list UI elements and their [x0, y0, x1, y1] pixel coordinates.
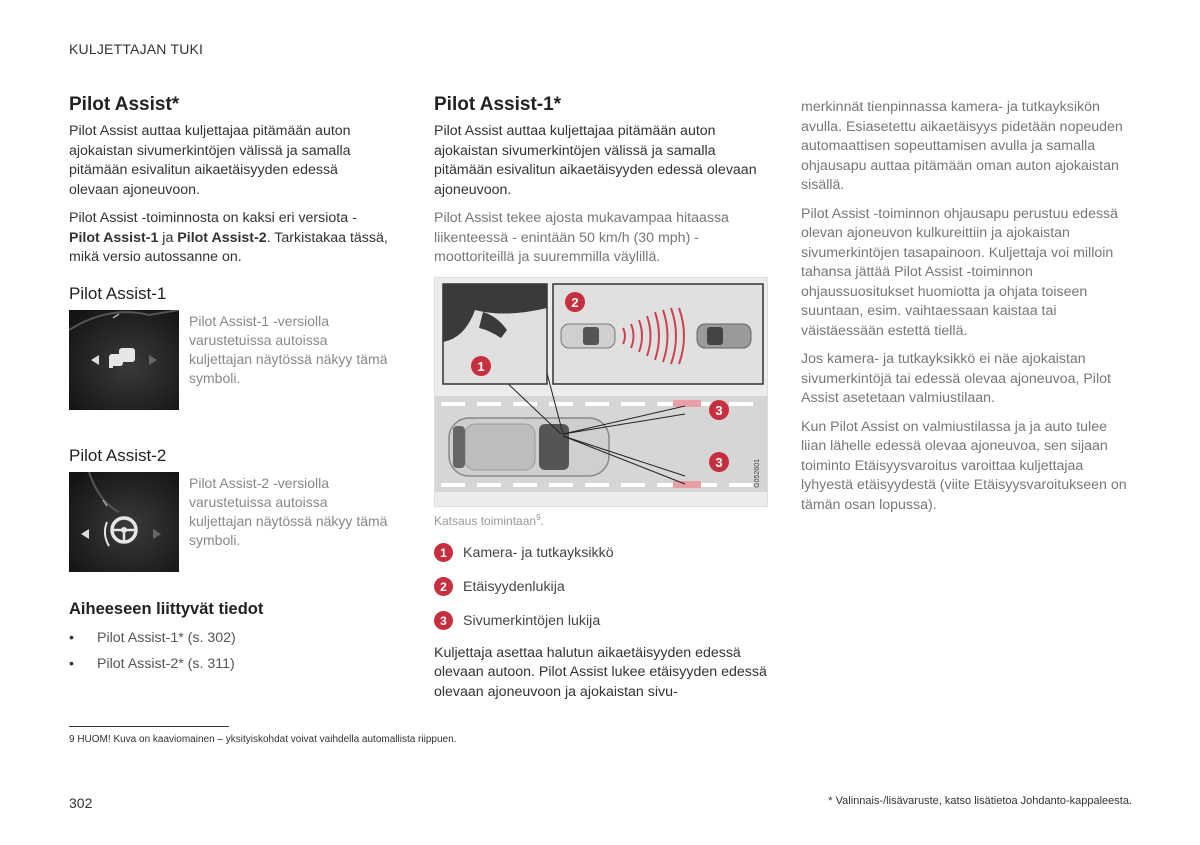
version1-name: Pilot Assist-1 — [69, 229, 159, 246]
camera-inset — [443, 284, 547, 384]
middle-column — [434, 94, 769, 711]
related-link-label: Pilot Assist-1* (s. 302) — [97, 629, 236, 646]
right-paragraph-3: Jos kamera- ja tutkayksikkö ei näe ajokaistan sivumerkintöjä tai edessä olevaa ajoneuvoa, Pilot Assist asetetaan valmiustilaan. — [801, 351, 1111, 406]
caption-text: Katsaus toimintaan — [434, 513, 537, 528]
legend-label: Sivumerkintöjen lukija — [463, 612, 601, 629]
number-1-icon: 1 — [434, 543, 453, 562]
pa1-symbol-block — [69, 310, 389, 410]
versions-prefix: Pilot Assist -toiminnosta on kaksi eri versiota - — [69, 210, 357, 226]
callout-1-label: 1 — [477, 358, 485, 374]
legend-item-2 — [434, 570, 769, 604]
legend-label: Etäisyydenlukija — [463, 578, 565, 595]
legend-label: Kamera- ja tutkayksikkö — [463, 544, 614, 561]
own-car-top-view — [449, 418, 609, 476]
overview-figure — [434, 277, 768, 507]
callout-1 — [471, 356, 491, 376]
left-column — [69, 94, 389, 677]
pa1-symbol-text: Pilot Assist-1 -versiolla varustetuissa autoissa kuljettajan näytössä näkyy tämä symboli. — [189, 312, 388, 386]
optional-equipment-note: * Valinnais-/lisävaruste, katso lisätietoa Johdanto-kappaleesta. — [828, 795, 1132, 807]
page-number: 302 — [69, 795, 93, 811]
pa2-symbol-text: Pilot Assist-2 -versiolla varustetuissa autoissa kuljettajan näytössä näkyy tämä symboli. — [189, 474, 388, 548]
footnote: 9 HUOM! Kuva on kaaviomainen – yksityiskohdat voivat vaihdella automallista riippuen. — [69, 734, 457, 745]
version2-name: Pilot Assist-2 — [177, 229, 267, 246]
callout-3a-label: 3 — [715, 402, 723, 418]
legend-item-1 — [434, 536, 769, 570]
number-2-icon: 2 — [434, 577, 453, 596]
versions-suffix: . Tarkistakaa tässä, mikä versio autossanne on. — [69, 229, 388, 265]
callout-3a — [709, 400, 729, 420]
right-column — [801, 98, 1136, 524]
related-heading: Aiheeseen liittyvät tiedot — [69, 599, 264, 618]
related-link-label: Pilot Assist-2* (s. 311) — [97, 655, 235, 672]
related-link-2[interactable] — [69, 651, 389, 677]
speed-paragraph: Pilot Assist tekee ajosta mukavampaa hitaassa liikenteessä - enintään 50 km/h (30 mph) - moottoriteillä ja suuremmilla väylillä. — [434, 210, 729, 265]
callout-3b-label: 3 — [715, 454, 723, 470]
number-3-icon: 3 — [434, 611, 453, 630]
legend-item-3 — [434, 604, 769, 638]
related-link-1[interactable] — [69, 625, 389, 651]
running-header: KULJETTAJAN TUKI — [69, 41, 204, 57]
pa2-symbol-block — [69, 472, 389, 572]
right-paragraph-4: Kun Pilot Assist on valmiustilassa ja ja auto tulee liian lähelle edessä olevaa ajoneuvoa, sen sijaan toiminto Etäisyysvaroitus varoittaa kuljettajaa lyhyestä etäisyydestä (viite Etäisyysvaroitukseen on tämän osan lopussa). — [801, 418, 1127, 513]
pa2-heading: Pilot Assist-2 — [69, 445, 167, 465]
caption-footnote-ref: 9 — [536, 512, 541, 522]
middle-intro: Pilot Assist auttaa kuljettajaa pitämään auton ajokaistan sivumerkintöjen välissä ja samalla pitämään esivalitun aikaetäisyyden edessä olevaan ajoneuvoon. — [434, 123, 757, 198]
section-title-pa1: Pilot Assist-1* — [434, 94, 562, 115]
pa1-heading: Pilot Assist-1 — [69, 283, 167, 303]
figure-code-text: G052601 — [754, 458, 761, 488]
intro-paragraph: Pilot Assist auttaa kuljettajaa pitämään auton ajokaistan sivumerkintöjen välissä ja samalla pitämään esivalitun aikaetäisyyden edessä olevaan ajoneuvoon. — [69, 123, 351, 198]
figure-legend — [434, 536, 769, 638]
right-paragraph-1: merkinnät tienpinnassa kamera- ja tutkayksikön avulla. Esiasetettu aikaetäisyys pidetään nopeuden automaattisen sopeuttamisen avulla ja samalla ohjausapu auttaa pitämään oman auton ajokaistan sisällä. — [801, 99, 1123, 193]
figure-caption: Katsaus toimintaan$^9$. — [434, 512, 544, 528]
section-title: Pilot Assist* — [69, 94, 180, 115]
callout-2 — [565, 292, 585, 312]
related-list — [69, 625, 389, 677]
callout-2-label: 2 — [571, 294, 579, 310]
bullet-icon: • — [69, 629, 74, 646]
versions-paragraph — [69, 209, 389, 268]
bullet-icon: • — [69, 655, 74, 672]
pa1-symbol-image — [69, 310, 179, 410]
footnote-divider — [69, 726, 229, 727]
pa2-symbol-image — [69, 472, 179, 572]
right-paragraph-2: Pilot Assist -toiminnon ohjausapu perustuu edessä olevan ajoneuvon kulkureittiin ja ajokaistan sivumerkintöjen tasapainoon. Kuljettaja voi milloin tahansa jättää Pilot Assist -toiminnon ohjaussuositukset huomiotta ja ohjata toiseen suuntaan, esim. vaihtaessaan kaistaa tai väistäessään estettä tiellä. — [801, 205, 1119, 339]
callout-3b — [709, 452, 729, 472]
closing-paragraph: Kuljettaja asettaa halutun aikaetäisyyden edessä olevaan autoon. Pilot Assist lukee etäisyyden edessä olevaan ajoneuvoon ja ajokaistan sivu- — [434, 644, 767, 700]
versions-and: ja — [158, 229, 178, 246]
